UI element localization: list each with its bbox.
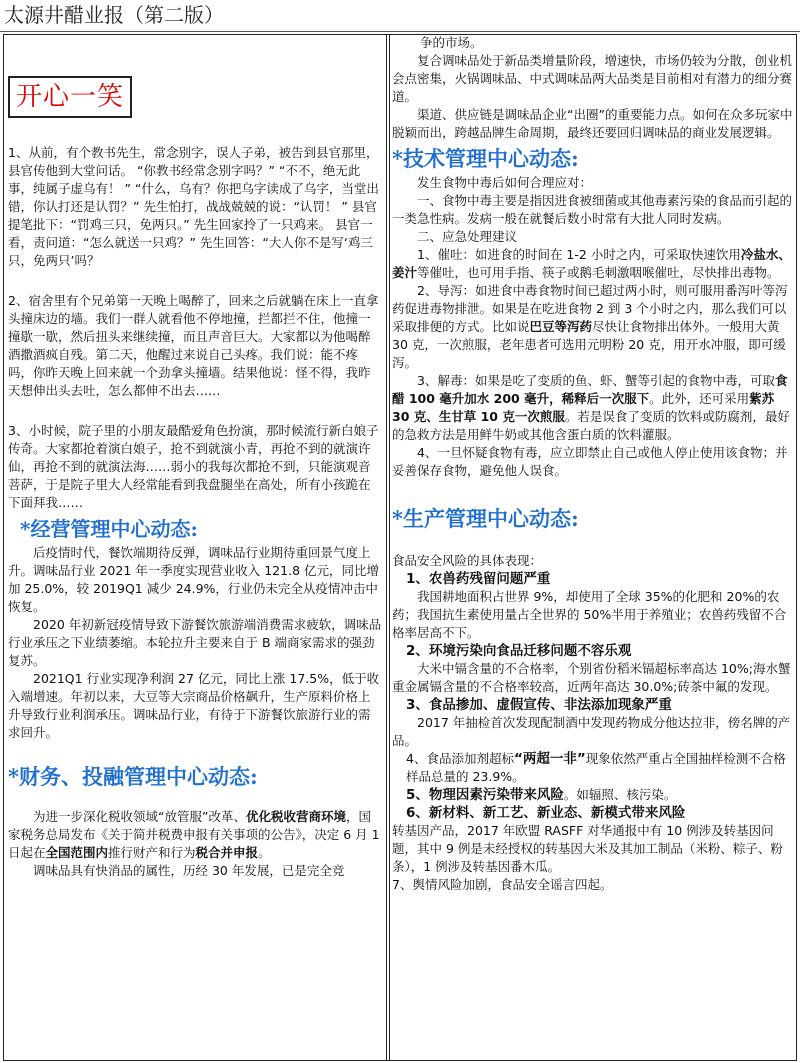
finance-section-title: *财务、投融管理中心动态: [8,764,258,789]
joke-section-title: 开心一笑 [8,76,132,118]
risk-item-title: 6、新材料、新工艺、新业态、新模式带来风险 [406,805,686,821]
risk-item-text: 大米中镉含量的不合格率，个别省份稻米镉超标率高达 10%;海水蟹重金属镉含量的不合格率较高，近两年高达 30.0%;砖茶中氟的发现。 [392,661,791,694]
continued-text: 复合调味品处于新品类增量阶段，增速快，市场仍较为分散，创业机会点密集，火锅调味品、中式调味品两大品类是目前相对有潜力的细分赛道。 [392,53,793,104]
tech-section-title: *技术管理中心动态: [392,146,579,171]
finance-paragraph: 为进一步深化税收领域“放管服”改革、优化税收营商环境，国家税务总局发布《关于简并税费申报有关事项的公告》，决定 6 月 1 日起在全国范围内推行财产和行为税合并申报。 [8,809,380,860]
finance-paragraph: 调味品具有快消品的属性，历经 30 年发展，已是完全竞 [33,863,345,878]
biz-paragraph: 2020 年初新冠疫情导致下游餐饮旅游端消费需求疲软，调味品行业承压之下业绩萎缩。本轮拉升主要来自于 B 端商家需求的强劲复苏。 [8,617,382,668]
left-column [8,36,382,1059]
joke-2: 2、宿舍里有个兄弟第一天晚上喝醉了，回来之后就躺在床上一直拿头撞床边的墙。我们一群人就看他不停地撞，拦都拦不住，他撞一撞歇一歇，然后扭头来继续撞，而且声音巨大。大家都以为他喝醉酒撒酒疯自残。第二天，他醒过来说自己头疼。我们说：能不疼吗，你昨天晚上回来就一个劲拿头撞墙。结果他说：怪不得，我昨天想伸出头去吐，怎么都伸不出去…… [8,293,379,398]
continued-text: 渠道、供应链是调味品企业“出圈”的重要能力点。如何在众多玩家中脱颖而出，跨越品牌生命周期，最终还要回归调味品的商业发展逻辑。 [392,107,793,140]
tech-step-2: 2、导泻：如进食中毒食物时间已超过两小时，则可服用番泻叶等泻药促进毒物排泄。如果是在吃进食物 2 到 3 个小时之内，那么我们可以采取排便的方式。比如说巴豆等泻药尽快让食物排出体外。一般用大黄 30 克，一次煎服，老年患者可选用元明粉 20 克，用开水冲服，即可缓泻。 [392,283,788,370]
column-divider-inner [389,35,390,1060]
right-column [392,34,794,1059]
column-divider [386,35,387,1060]
continued-text: 争的市场。 [420,35,483,50]
tech-step-1: 1、催吐：如进食的时间在 1-2 小时之内，可采取快速饮用冷盐水、姜汁等催吐，也可用手指、筷子或鹅毛刺激咽喉催吐，尽快排出毒物。 [392,247,791,280]
newspaper-header: 太源井醋业报（第二版） [0,0,800,32]
risk-item-title: 3、食品掺加、虚假宣传、非法添加现象严重 [406,697,672,713]
risk-item-text: 转基因产品，2017 年欧盟 RASFF 对华通报中有 10 例涉及转基因问题，其中 9 例是未经授权的转基因大米及其加工制品（米粉、粽子、粉条），1 例涉及转基因番木瓜。 [392,823,783,874]
tech-step-4: 4、一旦怀疑食物有毒，应立即禁止自己或他人停止使用该食物；并妥善保存食物，避免他人误食。 [392,445,788,478]
risk-item-title: 1、农兽药残留问题严重 [406,571,551,587]
risk-item-text: 2017 年抽检首次发现配制酒中发现药物成分他达拉非，傍名牌的产品。 [392,715,791,748]
risk-item-5: 5、物理因素污染带来风险。如辐照、核污染。 [406,787,677,803]
tech-intro: 发生食物中毒后如何合理应对： [417,175,593,190]
tech-paragraph: 一、食物中毒主要是指因进食被细菌或其他毒素污染的食品而引起的一类急性病。发病一般在就餐后数小时常有大批人同时发病。 [392,193,793,226]
risk-item-title: 2、环境污染向食品迁移问题不容乐观 [406,643,632,659]
risk-item-text: 我国耕地面积占世界 9%，却使用了全球 35%的化肥和 20%的农药；我国抗生素使用量占全世界的 50%半用于养殖业；农兽药残留不合格率居高不下。 [392,589,787,640]
risk-item-7: 7、舆情风险加剧，食品安全谣言四起。 [392,877,613,892]
production-intro: 食品安全风险的具体表现： [392,553,543,568]
biz-section-title: *经营管理中心动态: [20,517,198,541]
biz-paragraph: 2021Q1 行业实现净利润 27 亿元，同比上涨 17.5%，低于收入端增速。年初以来，大豆等大宗商品价格飙升，生产原料价格上升导致行业利润承压。调味品行业，有待于下游餐饮旅游行业的需求回升。 [8,671,380,740]
tech-step-3: 3、解毒：如果是吃了变质的鱼、虾、蟹等引起的食物中毒，可取食醋 100 毫升加水 200 毫升，稀释后一次服下。此外，还可采用紫苏 30 克、生甘草 10 克一次煎服。若是误食了变质的饮料或防腐剂，最好的急救方法是用鲜牛奶或其他含蛋白质的饮料灌服。 [392,373,790,442]
tech-paragraph: 二、应急处理建议 [417,229,518,244]
production-section-title: *生产管理中心动态: [392,506,579,531]
risk-item-4: 4、食品添加剂超标“两超一非”现象依然严重占全国抽样检测不合格样品总量的 23.9%。 [406,751,786,784]
joke-1: 1、从前，有个教书先生，常念别字，误人子弟，被告到县官那里，县官传他到大堂问话。 “你教书经常念别字吗？” “不不，绝无此事，纯属子虚乌有！ ” “什么，乌有？你把乌字读成了乌字，当堂出错，你认打还是认罚？” 先生怕打，战战兢兢的说：“认罚！ ” 县官提笔批下：“罚鸡三只，免两只。” 先生回家拎了一只鸡来。 县官一看，责问道：“怎么就送一只鸡？” 先生回答：“大人你不是写‘鸡三只，免两只’吗？ [8,145,379,268]
biz-paragraph: 后疫情时代，餐饮端期待反弹，调味品行业期待重回景气度上升。调味品行业 2021 年一季度实现营业收入 121.8 亿元，同比增加 25.0%，较 2019Q1 减少 24.9%，行业仍未完全从疫情冲击中恢复。 [8,545,379,614]
joke-3: 3、小时候，院子里的小朋友最酷爱角色扮演，那时候流行新白娘子传奇。大家都抢着演白娘子，抢不到就演小青，再抢不到的就演许仙，再抢不到的就演法海……弱小的我每次都抢不到，只能演观音菩萨，于是院子里大人经常能看到我盘腿坐在高处，所有小孩跪在下面拜我…… [8,423,379,510]
